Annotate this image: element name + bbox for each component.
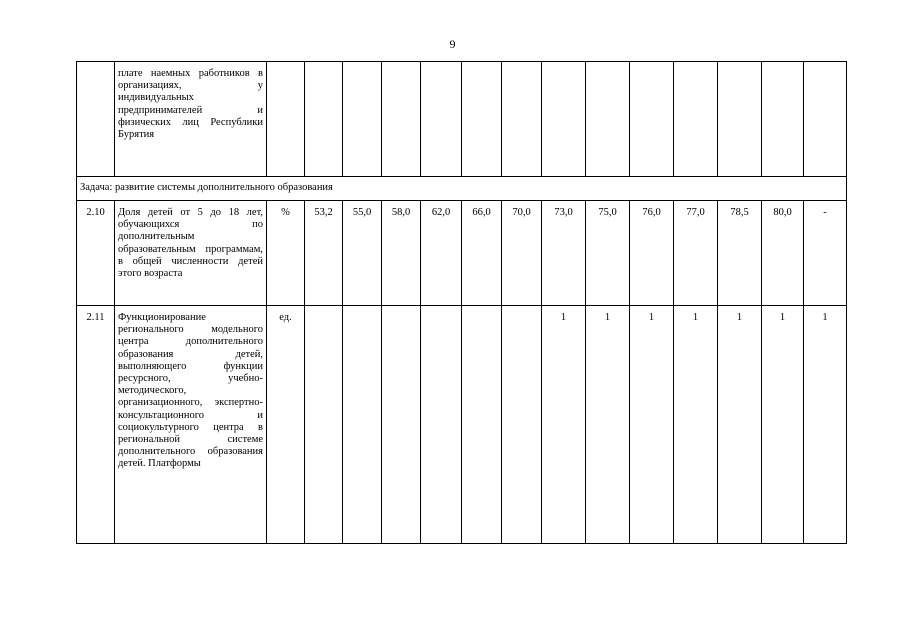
value-cell (305, 62, 343, 177)
value-cell (382, 306, 421, 544)
unit-cell (267, 62, 305, 177)
table-row (77, 201, 847, 306)
indicator-name: Доля детей от 5 до 18 лет, обучающихся по дополнительным образовательным программам, в общей численности детей этого возраста (115, 201, 267, 306)
value-cell (542, 62, 586, 177)
value-cell (421, 306, 462, 544)
value-cell: 62,0 (421, 201, 462, 306)
value-cell: 1 (630, 306, 674, 544)
value-cell: 1 (674, 306, 718, 544)
value-cell (674, 62, 718, 177)
value-cell (462, 62, 502, 177)
value-cell: 1 (542, 306, 586, 544)
row-number: 2.10 (77, 201, 115, 306)
value-cell (630, 62, 674, 177)
value-cell (343, 62, 382, 177)
value-cell: 55,0 (343, 201, 382, 306)
task-row (77, 177, 847, 201)
value-cell (762, 62, 804, 177)
value-cell: 1 (586, 306, 630, 544)
value-cell: 1 (718, 306, 762, 544)
value-cell: 75,0 (586, 201, 630, 306)
value-cell (718, 62, 762, 177)
value-cell: 80,0 (762, 201, 804, 306)
page-number: 9 (449, 37, 456, 51)
value-cell: 77,0 (674, 201, 718, 306)
value-cell (382, 62, 421, 177)
value-cell: 73,0 (542, 201, 586, 306)
row-number (77, 62, 115, 177)
unit-cell: ед. (267, 306, 305, 544)
value-cell: 70,0 (502, 201, 542, 306)
value-cell (421, 62, 462, 177)
task-heading: Задача: развитие системы дополнительного образования (77, 177, 847, 201)
indicator-name: Функционирование регионального модельного центра дополнительного образования детей, выполняющего функции ресурсного, учебно-методического, организационного, экспертно-консультационного и социокультурного центра в региональной системе дополнительного образования детей. Платформы (115, 306, 267, 544)
unit-cell: % (267, 201, 305, 306)
value-cell: 58,0 (382, 201, 421, 306)
table-row (77, 306, 847, 544)
value-cell: 1 (804, 306, 847, 544)
value-cell: 66,0 (462, 201, 502, 306)
table-row (77, 62, 847, 177)
value-cell: 1 (762, 306, 804, 544)
value-cell (586, 62, 630, 177)
value-cell (502, 62, 542, 177)
value-cell (502, 306, 542, 544)
value-cell (804, 62, 847, 177)
value-cell: 78,5 (718, 201, 762, 306)
indicators-table (76, 61, 847, 544)
value-cell: 53,2 (305, 201, 343, 306)
value-cell: - (804, 201, 847, 306)
value-cell (462, 306, 502, 544)
value-cell (305, 306, 343, 544)
value-cell (343, 306, 382, 544)
value-cell: 76,0 (630, 201, 674, 306)
row-number: 2.11 (77, 306, 115, 544)
indicator-name: плате наемных работников в организациях, у индивидуальных предпринимателей и физических лиц Республики Бурятия (115, 62, 267, 177)
